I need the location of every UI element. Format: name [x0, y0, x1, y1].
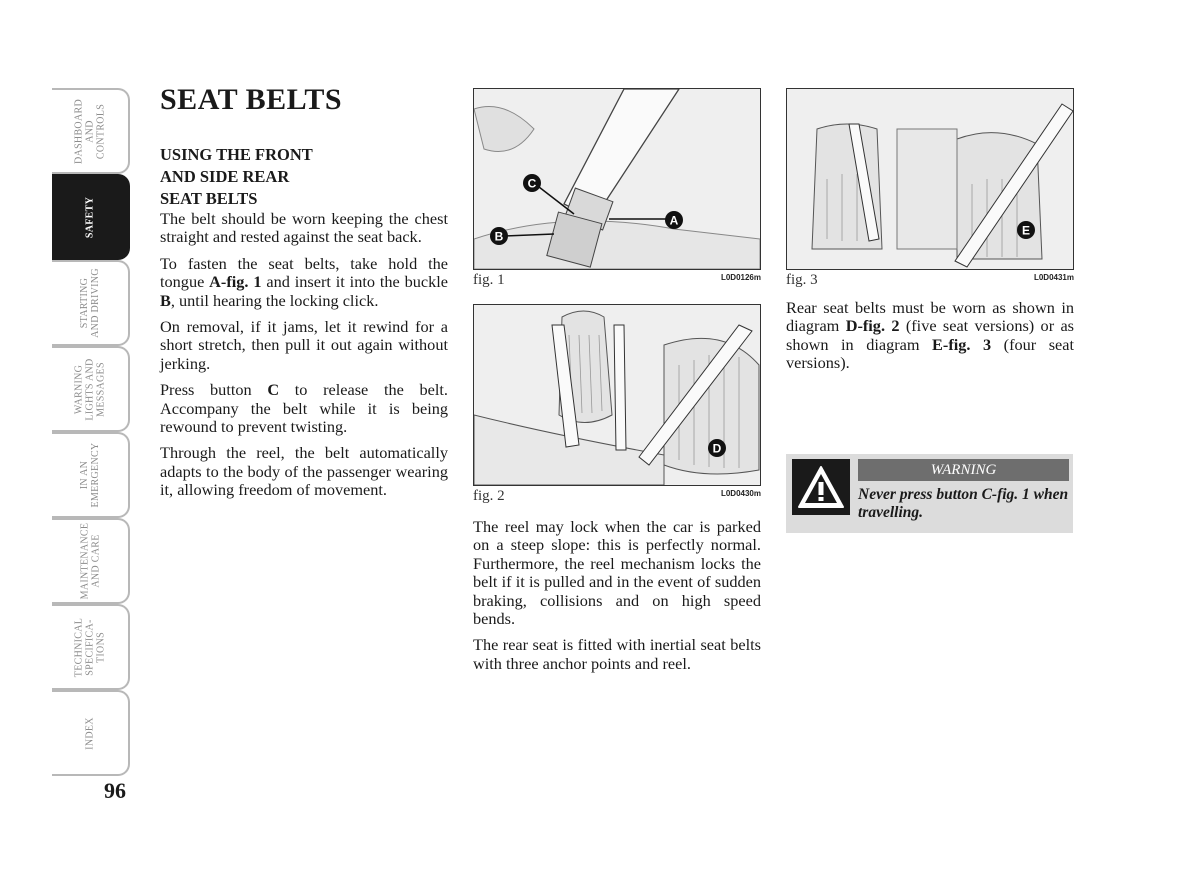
warning-heading: WARNING — [858, 459, 1069, 481]
tab-index[interactable] — [52, 690, 130, 776]
tab-label: IN AN EMERGENCY — [79, 442, 101, 508]
paragraph: The reel may lock when the car is parked on a steep slope: this is perfectly normal. Furthermore, the reel mechanism locks the belt if it is pulled and in the event of sudden braking, collisions and on high speed bends. — [473, 517, 761, 629]
page-title: SEAT BELTS — [160, 83, 343, 116]
tab-label: MAINTENANCE AND CARE — [79, 522, 102, 600]
tab-starting-and-driving[interactable] — [52, 260, 130, 346]
paragraph: Press button C to release the belt. Accompany the belt while it is being rewound to prevent twisting. — [160, 380, 448, 437]
callout-a — [665, 211, 683, 229]
page-number: 96 — [104, 778, 126, 803]
tab-label: SAFETY — [84, 196, 96, 238]
warning-triangle-icon — [792, 459, 850, 515]
figure-code: L0D0431m — [1033, 273, 1074, 282]
svg-text:C: C — [527, 176, 537, 191]
tab-dashboard-and-controls[interactable] — [52, 88, 130, 174]
paragraph: The belt should be worn keeping the chest straight and rested against the seat back. — [160, 209, 448, 247]
callout-c — [523, 174, 541, 192]
figure-1 — [473, 88, 761, 294]
tab-label: INDEX — [84, 716, 96, 750]
section-heading: USING THE FRONT AND SIDE REAR SEAT BELTS — [160, 145, 313, 208]
callout-e — [1017, 221, 1035, 239]
callout-d — [708, 439, 726, 457]
figure-1-caption — [473, 272, 761, 294]
tab-in-an-emergency[interactable] — [52, 432, 130, 518]
figure-3-caption — [786, 272, 1074, 294]
svg-text:B: B — [494, 229, 504, 244]
tab-warning-lights-and-messages[interactable] — [52, 346, 130, 432]
svg-text:D: D — [712, 441, 722, 456]
tab-safety[interactable] — [52, 174, 130, 260]
tab-label: TECHNICAL SPECIFICA- TIONS — [73, 617, 107, 677]
callout-b — [490, 227, 508, 245]
figure-3 — [786, 88, 1074, 294]
paragraph: Through the reel, the belt automatically adapts to the body of the passenger wearing it, allowing freedom of movement. — [160, 443, 448, 500]
tab-label: DASHBOARD AND CONTROLS — [73, 98, 107, 164]
figure-code: L0D0430m — [720, 489, 761, 498]
warning-box — [786, 454, 1073, 533]
figure-3-illustration — [786, 88, 1074, 270]
figure-label: fig. 3 — [786, 272, 818, 288]
column-2 — [473, 88, 761, 681]
figure-1-illustration — [473, 88, 761, 270]
tab-technical-specifications[interactable] — [52, 604, 130, 690]
tab-maintenance-and-care[interactable] — [52, 518, 130, 604]
svg-text:A: A — [669, 213, 679, 228]
paragraph: To fasten the seat belts, take hold the tongue A-fig. 1 and insert it into the buckle B, until hearing the locking click. — [160, 253, 449, 310]
tab-label: STARTING AND DRIVING — [79, 268, 101, 338]
tab-label: WARNING LIGHTS AND MESSAGES — [73, 357, 107, 421]
column-3 — [786, 88, 1074, 381]
figure-2-illustration — [473, 304, 761, 486]
paragraph: Rear seat belts must be worn as shown in diagram D-fig. 2 (five seat versions) or as shown in diagram E-fig. 3 (four seat versions). — [786, 298, 1075, 373]
figure-2 — [473, 304, 761, 510]
paragraph: The rear seat is fitted with inertial seat belts with three anchor points and reel. — [473, 635, 761, 673]
paragraph: On removal, if it jams, let it rewind for a short stretch, then pull it out again without jerking. — [160, 317, 448, 373]
svg-text:E: E — [1021, 223, 1031, 238]
figure-label: fig. 2 — [473, 488, 505, 504]
figure-2-caption — [473, 488, 761, 510]
warning-text: Never press button C-fig. 1 when travelling. — [858, 486, 1069, 521]
figure-code: L0D0126m — [720, 273, 761, 282]
figure-label: fig. 1 — [473, 272, 505, 288]
column-1 — [160, 84, 448, 508]
